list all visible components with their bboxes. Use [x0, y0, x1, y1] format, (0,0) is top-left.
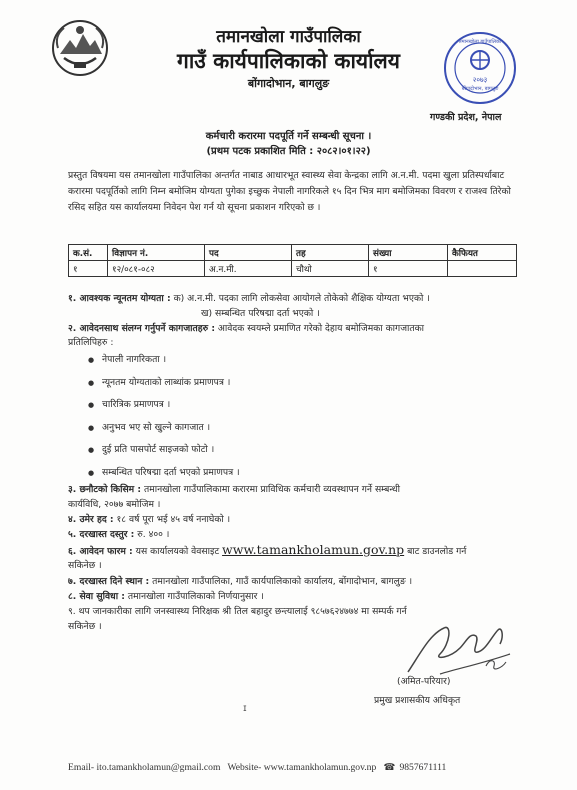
section-2-cont: प्रतिलिपिहरु :	[68, 337, 114, 348]
col-remarks: कैफियत	[448, 245, 517, 261]
cell-serial: १	[69, 261, 108, 277]
municipality-name: तमानखोला गाउँपालिका	[216, 27, 361, 47]
footer-email: Email- ito.tamankholamun@gmail.com	[68, 762, 221, 773]
cell-level: चौथो	[292, 261, 369, 277]
cell-post: अ.न.मी.	[205, 261, 292, 277]
section-3-text: तमानखोला गाउँपालिकामा करारमा प्राविधिक कर्मचारी व्यवस्थापन गर्ने सम्बन्धी	[143, 484, 400, 495]
table-header-row	[69, 245, 517, 261]
cell-remarks	[448, 261, 517, 277]
section-5-label: ५. दरखास्त दस्तुर :	[68, 529, 135, 540]
section-form	[68, 542, 528, 559]
section-contact: ९. थप जानकारीका लागि जनस्वास्थ्य निरिक्षक श्री तिल बहादुर छन्त्यालाई ९८५७६२४७७४ मा सम्पर्क गर्न	[68, 606, 407, 617]
section-5-text: रु. ४०० ।	[137, 529, 170, 540]
section-1-b: ख) सम्बन्धित परिषद्मा दर्ता भएको ।	[201, 308, 320, 319]
list-item: ● अनुभव भए सो खुल्ने कागजात ।	[88, 417, 240, 440]
notice-intro: प्रस्तुत विषयमा यस तमानखोला गाउँपालिका अन्तर्गत नाबाड आधारभूत स्वास्थ्य सेवा केन्द्रका लागि अ.न.मी. पदमा खुला प्रतिस्पर्धाबाट करारमा पदपूर्तिको लागि निम्न बमोजिम योग्यता पुगेका इच्छुक नेपाली नागरिकले १५ दिन भित्र माग बमोजिमका विवरण र राजश्व तिरेको रसिद सहित यस कार्यालयमा निवेदन पेश गर्न यो सूचना प्रकाशन गरिएको छ ।	[68, 170, 511, 213]
list-item: ● सम्बन्धित परिषद्मा दर्ता भएको प्रमाणपत्र ।	[88, 462, 240, 485]
section-3-label: ३. छनौटको किसिम :	[68, 484, 142, 495]
col-post: पद	[205, 245, 292, 261]
list-item: ● नेपाली नागरिकता ।	[88, 349, 240, 372]
seal-line-2: बोंगादोभान, बागलुङ	[461, 86, 499, 92]
stray-mark: ɪ	[243, 703, 247, 714]
section-2-text: आवेदक स्वयम्ले प्रमाणित गरेको देहाय बमोजिमका कागजातका	[217, 323, 425, 334]
section-6-tail: बाट डाउनलोड गर्न	[407, 546, 467, 557]
col-serial: क.सं.	[69, 245, 108, 261]
section-fee	[68, 527, 528, 542]
list-item: ● दुई प्रति पासपोर्ट साइजको फोटो ।	[88, 439, 240, 462]
seal-year: २०७३	[472, 76, 488, 84]
section-6-text: यस कार्यालयको वेवसाइट	[135, 546, 220, 557]
section-8-label: ८. सेवा सुविधा :	[68, 591, 125, 602]
section-3-cont: कार्यविधि, २०७७ बमोजिम ।	[68, 499, 161, 510]
section-6-label: ६. आवेदन फारम :	[68, 546, 133, 557]
section-1-a: क) अ.न.मी. पदका लागि लोकसेवा आयोगले तोकेको शैक्षिक योग्यता भएको ।	[173, 293, 430, 304]
page-footer	[68, 762, 538, 773]
section-6-cont: सकिनेछ ।	[68, 560, 102, 571]
office-address: बोंगादोभान, बागलुङ	[247, 77, 330, 90]
list-item: ● न्यूनतम योग्यताको लाब्धांक प्रमाणपत्र ।	[88, 372, 240, 395]
document-list	[88, 349, 240, 484]
section-qualification	[68, 291, 528, 306]
notice-date: (प्रथम पटक प्रकाशित मिति : २०८२।०१।२२)	[206, 146, 371, 157]
section-9-cont: सकिनेछ ।	[68, 621, 102, 632]
section-4-label: ४. उमेर हद :	[68, 514, 114, 525]
footer-website: Website- www.tamankholamun.gov.np	[227, 762, 377, 773]
cell-count: १	[369, 261, 448, 277]
vacancy-table	[68, 244, 517, 277]
seal-line-1: तमानखोला गाउँपालिका	[458, 39, 502, 45]
col-count: संख्या	[369, 245, 448, 261]
col-ad-no: विज्ञापन नं.	[108, 245, 205, 261]
list-item: ● चारित्रिक प्रमाणपत्र ।	[88, 394, 240, 417]
notice-title: कर्मचारी करारमा पदपूर्ति गर्ने सम्बन्धी सूचना ।	[205, 131, 372, 142]
section-7-text: तमानखोला गाउँपालिका, गाउँ कार्यपालिकाको कार्यालय, बोंगादोभान, बागलुङ ।	[152, 576, 413, 587]
section-1-label: १. आवश्यक न्यूनतम योग्यता :	[68, 293, 171, 304]
province-label: गण्डकी प्रदेश, नेपाल	[430, 112, 502, 123]
office-name: गाउँ कार्यपालिकाको कार्यालय	[177, 49, 400, 73]
section-place	[68, 574, 528, 589]
cell-ad-no: १२/०८१-०८२	[108, 261, 205, 277]
section-facility	[68, 589, 528, 604]
col-level: तह	[292, 245, 369, 261]
table-row	[69, 261, 517, 277]
section-4-text: १८ वर्ष पूरा भई ४५ वर्ष ननाघेको ।	[116, 514, 231, 525]
section-age	[68, 512, 528, 527]
section-8-text: तमानखोला गाउँपालिकाको निर्णयानुसार ।	[127, 591, 264, 602]
section-2-label: २. आवेदनसाथ संलग्न गर्नुपर्ने कागजातहरु :	[68, 323, 215, 334]
signatory-title: प्रमुख प्रशासकीय अधिकृत	[374, 695, 461, 706]
municipality-seal-icon	[442, 30, 518, 106]
section-documents	[68, 321, 528, 336]
signatory-name: (अमित-परियार)	[397, 676, 451, 687]
footer-phone: 9857671111	[399, 762, 447, 773]
section-7-label: ७. दरखास्त दिने स्थान :	[68, 576, 150, 587]
section-selection	[68, 482, 528, 497]
website-link[interactable]: www.tamankholamun.gov.np	[222, 542, 405, 557]
phone-icon: ☎	[383, 762, 396, 773]
